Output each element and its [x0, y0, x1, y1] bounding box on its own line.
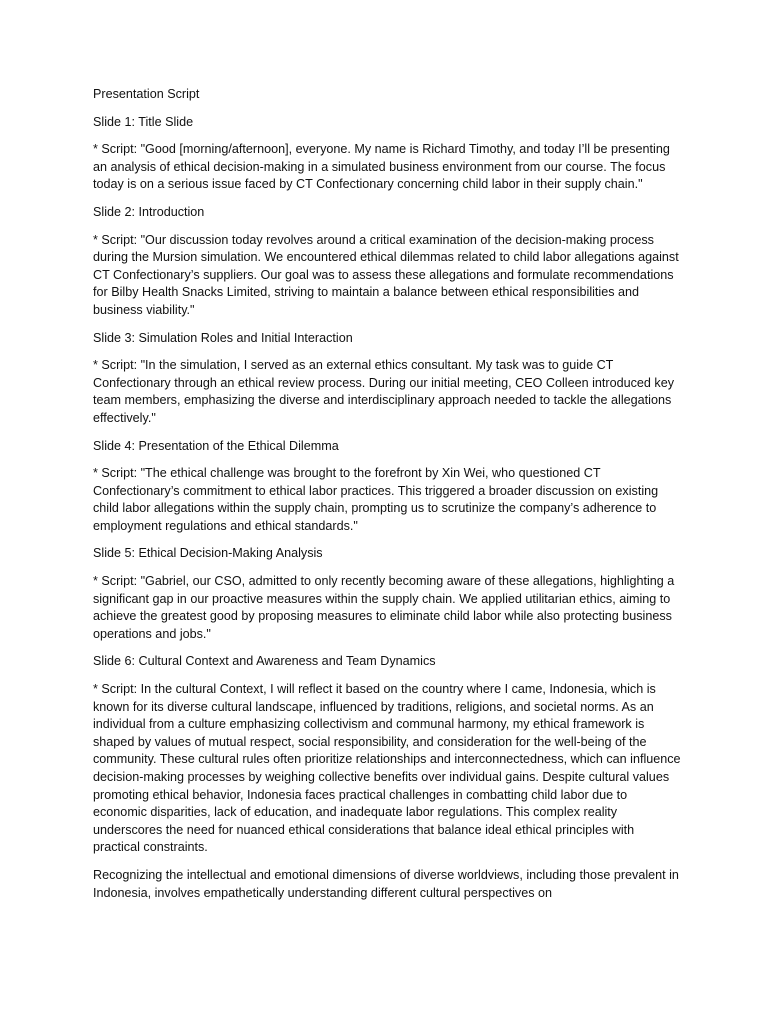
section-heading-slide-6: Slide 6: Cultural Context and Awareness and Team Dynamics	[93, 654, 436, 669]
section-paragraph-slide-1: * Script: "Good [morning/afternoon], everyone. My name is Richard Timothy, and today I’ll be presenting an analysis of ethical decision-making in a simulated business environment from our course. The focus today is on a serious issue faced by CT Confectionary concerning child labor in their supply chain."	[93, 142, 670, 192]
section-heading-slide-1: Slide 1: Title Slide	[93, 114, 194, 129]
section-paragraph-slide-2: * Script: "Our discussion today revolves around a critical examination of the decision-making process during the Mursion simulation. We encountered ethical dilemmas related to child labor allegations against CT Confectionary’s suppliers. Our goal was to assess these allegations and formulate recommendations for Bilby Health Snacks Limited, striving to maintain a balance between ethical responsibilities and business viability."	[93, 232, 679, 317]
document-page	[93, 86, 683, 912]
section-paragraph-slide-5: * Script: "Gabriel, our CSO, admitted to only recently becoming aware of these allegations, highlighting a significant gap in our proactive measures within the supply chain. We applied utilitarian ethics, aiming to achieve the greatest good by proposing measures to eliminate child labor while also protecting business operations and jobs."	[93, 574, 675, 641]
section-heading-slide-4: Slide 4: Presentation of the Ethical Dilemma	[93, 438, 339, 453]
section-paragraph-slide-3: * Script: "In the simulation, I served as an external ethics consultant. My task was to guide CT Confectionary through an ethical review process. During our initial meeting, CEO Colleen introduced key team members, emphasizing the diverse and interdisciplinary approach needed to tackle the allegations effectively."	[93, 358, 675, 425]
section-paragraph-slide-4: * Script: "The ethical challenge was brought to the forefront by Xin Wei, who questioned CT Confectionary’s commitment to ethical labor practices. This triggered a broader discussion on existing child labor allegations within the supply chain, prompting us to scrutinize the company’s adherence to employment regulations and ethical standards."	[93, 466, 659, 533]
section-heading-slide-3: Slide 3: Simulation Roles and Initial Interaction	[93, 330, 353, 345]
section-paragraph-slide-6: * Script: In the cultural Context, I will reflect it based on the country where I came, Indonesia, which is known for its diverse cultural landscape, influenced by traditions, religions, and societal norms. As an individual from a culture emphasizing collectivism and communal harmony, my ethical framework is shaped by values of mutual respect, social responsibility, and consideration for the well-being of the community. These cultural rules often prioritize relationships and interconnectedness, which can influence decision-making processes by weighing collective benefits over individual gains. Despite cultural values promoting ethical behavior, Indonesia faces practical challenges in combatting child labor due to economic disparities, lack of education, and inadequate labor regulations. This complex reality underscores the need for nuanced ethical considerations that balance ideal ethical principles with practical constraints.	[93, 682, 681, 855]
section-paragraph-slide-6-continued: Recognizing the intellectual and emotional dimensions of diverse worldviews, including those prevalent in Indonesia, involves empathetically understanding different cultural perspectives on	[93, 867, 679, 900]
document-title: Presentation Script	[93, 87, 200, 101]
section-heading-slide-5: Slide 5: Ethical Decision-Making Analysis	[93, 546, 323, 561]
section-heading-slide-2: Slide 2: Introduction	[93, 204, 205, 219]
